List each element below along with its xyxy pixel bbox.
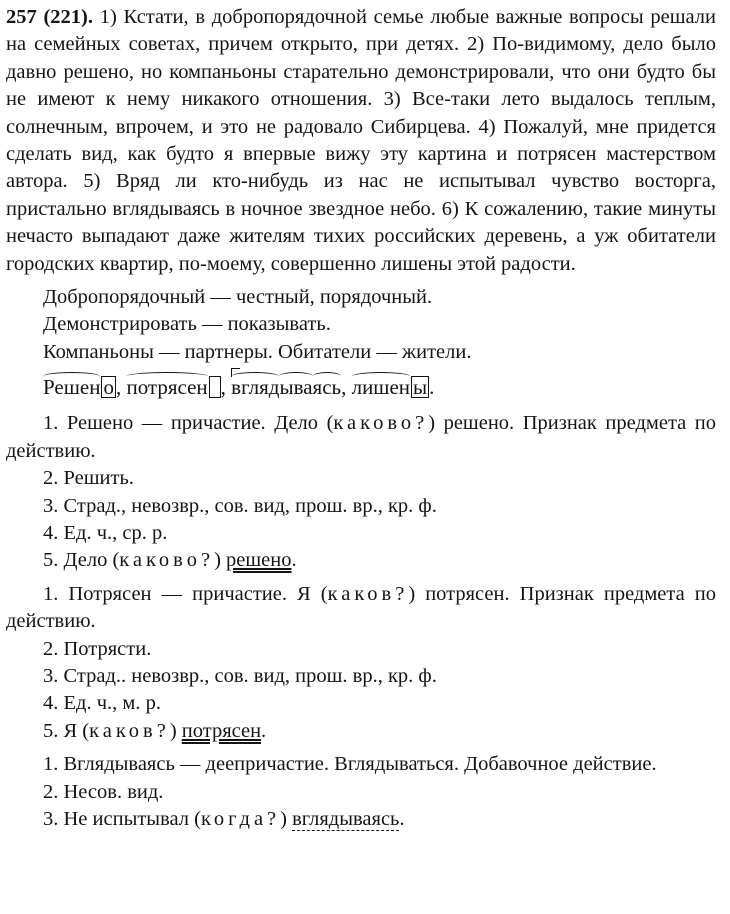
predicate-underlined: решено <box>226 549 292 572</box>
separator: , <box>341 375 352 400</box>
morpheme-null-ending <box>209 376 221 398</box>
exercise-number: 257 (221). <box>6 6 94 28</box>
analysis1-line-3: 3. Страд., невозвр., сов. вид, прош. вр., кр. ф. <box>43 494 437 517</box>
exercise-body: 1) Кстати, в добропорядочной семье любые важные вопросы решали на семейных советах, причем открыто, при детях. 2) По-видимому, дело было давно решено, но компаньоны старательно демонстрировали, что они будто бы не имеют к нему никакого отношения. 3) Все-таки лето выдалось теплым, солнечным, впрочем, и это не радовало Сибирцева. 4) Пожалуй, мне придется сделать вид, как будто я впервые вижу эту картина и потрясен мастерством автора. 5) Вряд ли кто-нибудь из нас не испытывал чувство восторга, пристально вглядываясь в ночное звездное небо. 6) К сожалению, такие минуты нечасто выпадают даже жителям тихих российских деревень, а уж обитатели городских квартир, по-моему, совершенно лишены этой радости. <box>6 6 717 275</box>
text: ) <box>169 719 182 742</box>
morpheme-suffix-3b: ясь <box>313 370 342 404</box>
text: 5. Я ( <box>43 719 90 742</box>
analysis2-line-4: 4. Ед. ч., м. р. <box>43 692 161 715</box>
vocab-line-3: Компаньоны — партнеры. Обитатели — жители. <box>43 340 472 363</box>
analysis3-line-2: 2. Несов. вид. <box>43 780 164 803</box>
analysis3-line-3 <box>6 806 716 833</box>
question: каков? <box>89 719 170 742</box>
analysis2-line-5 <box>6 718 716 745</box>
morpheme-root-3: вгляд <box>231 370 279 404</box>
morpheme-root-2: потрясен <box>126 370 207 404</box>
morpheme-suffix-3: ыва <box>279 370 312 404</box>
analysis1-line-5 <box>6 547 716 574</box>
morpheme-analysis <box>6 370 716 404</box>
analysis1-line-4: 4. Ед. ч., ср. р. <box>43 521 168 544</box>
question: каково? <box>333 412 429 435</box>
analysis2-line-1 <box>6 581 716 636</box>
text: ) решено. Признак предмета по действию. <box>6 412 717 462</box>
text: . <box>399 807 405 830</box>
vocab-line-1: Добропорядочный — честный, порядочный. <box>43 286 433 309</box>
analysis1-line-1 <box>6 410 716 465</box>
analysis1-line-2: 2. Решить. <box>43 467 134 490</box>
question: когда? <box>200 807 281 830</box>
text: 3. Не испытывал ( <box>43 807 201 830</box>
separator: , <box>220 375 232 400</box>
analysis2-line-2: 2. Потрясти. <box>43 637 152 660</box>
text: ) потрясен. Признак предмета по действию. <box>6 582 716 633</box>
separator: . <box>429 375 435 400</box>
text: 5. Дело ( <box>43 549 120 572</box>
question: каков? <box>327 582 409 605</box>
morpheme-ending-4: ы <box>413 375 428 400</box>
morpheme-root-4: лишен <box>352 370 410 404</box>
separator: , <box>115 375 127 400</box>
text: ) <box>214 549 227 572</box>
question: каково? <box>119 549 215 572</box>
text: . <box>291 549 297 572</box>
morpheme-ending-1: о <box>103 375 114 400</box>
vocab-line-2: Демонстрировать — показывать. <box>43 313 331 336</box>
analysis2-line-3: 3. Страд.. невозвр., сов. вид, прош. вр., кр. ф. <box>43 664 437 687</box>
text: ) <box>280 807 293 830</box>
adverbial-underlined: вглядываясь <box>292 807 400 830</box>
predicate-underlined: потрясен <box>181 719 262 742</box>
exercise-text <box>6 4 716 278</box>
analysis3-line-1: 1. Вглядываясь — деепричастие. Вглядываться. Добавочное действие. <box>43 753 657 776</box>
text: 1. Потрясен — причастие. Я ( <box>43 582 328 605</box>
morpheme-prefix-3 <box>231 370 279 404</box>
morpheme-root-1: Решен <box>43 370 100 404</box>
text: . <box>261 719 267 742</box>
text: 1. Решено — причастие. Дело ( <box>43 412 334 435</box>
